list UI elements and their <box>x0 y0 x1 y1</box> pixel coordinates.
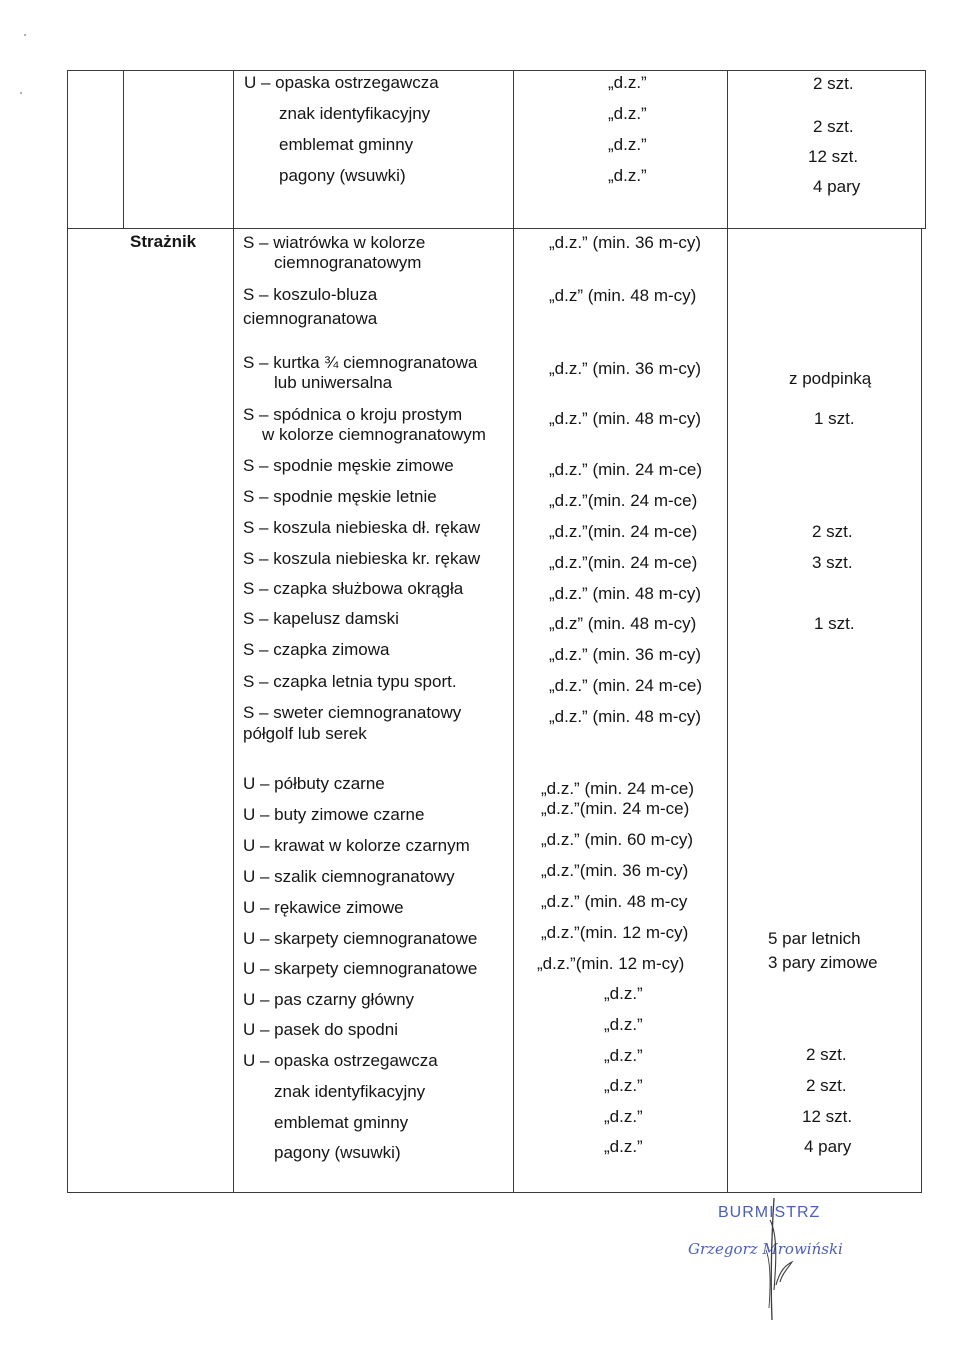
period-value: „d.z.” (min. 48 m-cy) <box>549 409 702 428</box>
period-value: „d.z.” (min. 36 m-cy) <box>549 233 702 252</box>
period-value: „d.z.” (min. 24 m-ce) <box>549 460 703 479</box>
stamp-name: Grzegorz Mrowiński <box>688 1240 843 1258</box>
qty-value: 2 szt. <box>806 1076 847 1095</box>
period-value: „d.z.”(min. 36 m-cy) <box>541 861 689 880</box>
item-label: U – skarpety ciemnogranatowe <box>243 959 478 978</box>
qty-value: 4 pary <box>804 1137 852 1156</box>
period-value: „d.z.” <box>604 1046 643 1065</box>
period-value: „d.z.” <box>604 1107 643 1126</box>
item-label: S – koszula niebieska dł. rękaw <box>243 518 481 537</box>
period-value: „d.z.”(min. 24 m-ce) <box>549 522 698 541</box>
item-label: U – opaska ostrzegawcza <box>243 1051 438 1070</box>
scan-speck <box>20 92 22 94</box>
item-label: U – skarpety ciemnogranatowe <box>243 929 478 948</box>
qty-value: 2 szt. <box>806 1045 847 1064</box>
item-label: S – czapka letnia typu sport. <box>243 672 457 691</box>
item-label: lub uniwersalna <box>274 373 393 392</box>
item-label: S – wiatrówka w kolorze <box>243 233 426 252</box>
period-value: „d.z.” (min. 24 m-ce) <box>549 676 703 695</box>
qty-value: 3 szt. <box>812 553 853 572</box>
item-label: U – szalik ciemnogranatowy <box>243 867 455 886</box>
item-label: S – czapka służbowa okrągła <box>243 579 464 598</box>
item-label: S – kurtka ¾ ciemnogranatowa <box>243 353 478 372</box>
period-value: „d.z.” (min. 48 m-cy) <box>549 584 702 603</box>
period-value: „d.z.”(min. 12 m-cy) <box>541 923 689 942</box>
item-label: U – krawat w kolorze czarnym <box>243 836 470 855</box>
period-value: „d.z.” <box>608 166 647 185</box>
period-value: „d.z.” <box>608 104 647 123</box>
qty-value: 2 szt. <box>813 74 854 93</box>
qty-value: 12 szt. <box>802 1107 853 1126</box>
item-label: U – rękawice zimowe <box>243 898 404 917</box>
qty-value: 1 szt. <box>814 614 855 633</box>
qty-value: 2 szt. <box>813 117 854 136</box>
item-label: znak identyfikacyjny <box>279 104 431 123</box>
qty-value: 4 pary <box>813 177 861 196</box>
item-label: S – koszula niebieska kr. rękaw <box>243 549 481 568</box>
period-value: „d.z” (min. 48 m-cy) <box>549 286 697 305</box>
item-label: S – koszulo-bluza <box>243 285 378 304</box>
qty-value: z podpinką <box>789 369 872 388</box>
scan-speck <box>24 34 26 36</box>
period-value: „d.z.”(min. 24 m-ce) <box>549 491 698 510</box>
item-label: półgolf lub serek <box>243 724 367 743</box>
period-value: „d.z.” <box>604 1076 643 1095</box>
item-label: emblemat gminny <box>279 135 414 154</box>
period-value: „d.z.” (min. 36 m-cy) <box>549 645 702 664</box>
item-label: ciemnogranatowa <box>243 309 378 328</box>
period-value: „d.z.” (min. 60 m-cy) <box>541 830 694 849</box>
item-label: U – opaska ostrzegawcza <box>244 73 439 92</box>
period-value: „d.z.”(min. 24 m-ce) <box>541 799 690 818</box>
period-value: „d.z.” (min. 48 m-cy) <box>549 707 702 726</box>
item-label: S – spodnie męskie zimowe <box>243 456 454 475</box>
item-label: U – buty zimowe czarne <box>243 805 425 824</box>
period-value: „d.z.” <box>604 1015 643 1034</box>
item-label: S – sweter ciemnogranatowy <box>243 703 462 722</box>
item-label: U – pasek do spodni <box>243 1020 398 1039</box>
qty-value: 2 szt. <box>812 522 853 541</box>
period-value: „d.z.” (min. 24 m-ce) <box>541 779 695 798</box>
qty-value: 1 szt. <box>814 409 855 428</box>
period-value: „d.z.” (min. 48 m-cy <box>541 892 688 911</box>
item-label: pagony (wsuwki) <box>279 166 406 185</box>
item-label: S – kapelusz damski <box>243 609 399 628</box>
period-value: „d.z.” <box>604 1137 643 1156</box>
qty-value: 12 szt. <box>808 147 859 166</box>
item-label: S – spódnica o kroju prostym <box>243 405 463 424</box>
item-label: w kolorze ciemnogranatowym <box>262 425 486 444</box>
period-value: „d.z” (min. 48 m-cy) <box>549 614 697 633</box>
item-label: znak identyfikacyjny <box>274 1082 426 1101</box>
item-label: S – czapka zimowa <box>243 640 390 659</box>
item-label: emblemat gminny <box>274 1113 409 1132</box>
period-value: „d.z.” <box>608 73 647 92</box>
period-value: „d.z.” (min. 36 m-cy) <box>549 359 702 378</box>
qty-value: 3 pary zimowe <box>768 953 878 972</box>
item-label: ciemnogranatowym <box>274 253 422 272</box>
qty-value: 5 par letnich <box>768 929 861 948</box>
position-title: Strażnik <box>130 232 197 251</box>
item-label: U – pas czarny główny <box>243 990 415 1009</box>
period-value: „d.z.”(min. 12 m-cy) <box>537 954 685 973</box>
item-label: pagony (wsuwki) <box>274 1143 401 1162</box>
signature-mark <box>740 1190 850 1330</box>
period-value: „d.z.” <box>608 135 647 154</box>
item-label: S – spodnie męskie letnie <box>243 487 437 506</box>
item-label: U – półbuty czarne <box>243 774 385 793</box>
stamp-title: BURMISTRZ <box>718 1204 821 1221</box>
period-value: „d.z.”(min. 24 m-ce) <box>549 553 698 572</box>
period-value: „d.z.” <box>604 984 643 1003</box>
